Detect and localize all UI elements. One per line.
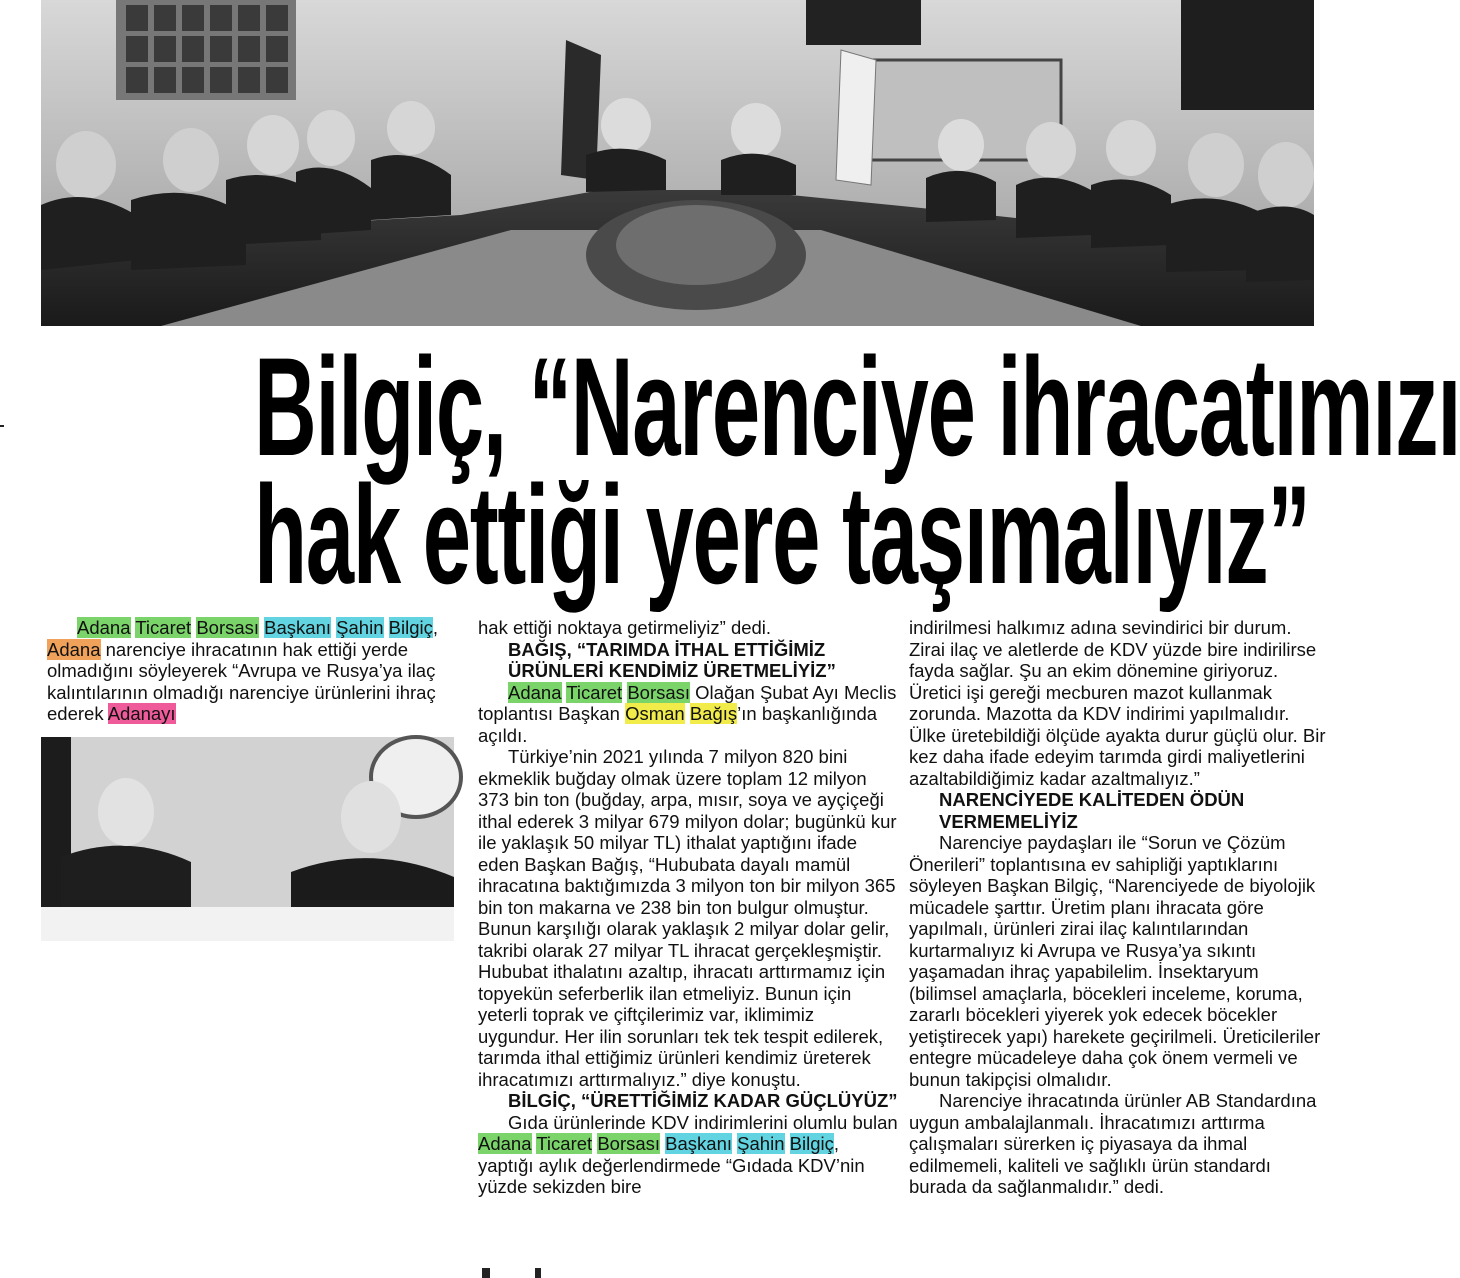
col2-paragraph-1: hak ettiği noktaya getirmeliyiz” dedi. (478, 617, 772, 638)
col2-text: Gıda ürünlerinde KDV indirimlerini olumlu bulan (508, 1111, 898, 1133)
highlight-sahin: Şahin (737, 1133, 785, 1154)
highlight-adanayi: Adanayı (107, 703, 176, 724)
officials-photo (41, 737, 454, 941)
highlight-adana: Adana (77, 617, 131, 638)
margin-tick (0, 425, 4, 427)
highlight-adana-location: Adana (47, 638, 101, 660)
highlight-ticaret: Ticaret (536, 1133, 593, 1154)
col2-paragraph-3: Türkiye’nin 2021 yılında 7 milyon 820 bini ekmeklik buğday olmak üzere toplam 12 milyon 373 bin ton (buğday, arpa, mısır, soya ve ayçiçeği ithal ederek 3 milyar 679 milyon dolar; bugünkü kur ile yaklaşık 50 milyar TL) ithalat yaptığını ifade eden Başkan Bağış, “Hububata dayalı mamül ihracatına baktığımızda 3 milyon ton bir milyon 365 bin ton makarna ve 238 bin ton bulgur olmuştur. Bunun karşılığı olarak yaklaşık 2 milyar dolar gelir, takribi olarak 27 milyar TL ihracat gerçekleşmiştir. Hububat ithalatını azaltıp, ihracatı arttırmamız için topyekün seferberlik ilan etmeliyiz. Bunun için yeterli toprak ve çiftçilerimiz var, iklimimiz uygundur. Her ilin sorunları tek tek tespit edilerek, tarımda ithal ettiğimiz ürünleri kendimiz üreterek ihracatımızı arttırmalıyız.” diye konuştu. (478, 746, 897, 1090)
column-1 (47, 617, 447, 725)
col1-text: narenciye ihracatının hak ettiği yerde olmadığını söyleyerek “Avrupa ve Rusya’ya ilaç kalıntılarının olmadığı narenciye ürünlerini ihraç ederek (47, 638, 436, 724)
highlight-sahin: Şahin (336, 617, 384, 638)
highlight-ticaret: Ticaret (566, 681, 623, 703)
highlight-ticaret: Ticaret (135, 617, 192, 638)
highlight-borsasi: Borsası (597, 1133, 661, 1154)
meeting-photo (41, 0, 1314, 326)
subheading-bilgic: BİLGİÇ, “ÜRETTİĞİMİZ KADAR GÜÇLÜYÜZ” (508, 1090, 898, 1111)
headline-line-2: hak ettiği yere taşımalıyız” (254, 456, 1310, 613)
highlight-adana: Adana (508, 681, 562, 703)
col3-paragraph-3: Narenciye ihracatında ürünler AB Standardına uygun ambalajlanmalı. İhracatımızı arttırma çalışmaları sürerken iç piyasaya da ihmal edilmemeli, kaliteli ve sağlıklı ürün standardı burada da sağlanmalıdır.” dedi. (909, 1090, 1317, 1197)
col2-text: Olağan Şubat Ayı Meclis toplantısı Başkan (478, 681, 897, 724)
highlight-bilgic: Bilgiç (388, 617, 433, 638)
column-3 (909, 617, 1329, 1198)
highlight-adana: Adana (478, 1133, 532, 1154)
highlight-borsasi: Borsası (196, 617, 260, 638)
col2-text: ’ın başkanlığında açıldı. (478, 703, 878, 746)
subheading-bagis: BAĞIŞ, “TARIMDA İTHAL ETTİĞİMİZ ÜRÜNLERİ KENDİMİZ ÜRETMELİYİZ” (508, 638, 836, 681)
highlight-osman: Osman (625, 703, 685, 724)
next-article-cropped (480, 1266, 1300, 1278)
cropped-glyph (482, 1268, 490, 1278)
meeting-photo-illustration (41, 0, 1314, 326)
column-2 (478, 617, 898, 1198)
text-comma: , (432, 617, 438, 638)
headline-line-1: Bilgiç, “Narenciye ihracatımızı (254, 328, 1460, 485)
officials-photo-illustration (41, 737, 454, 941)
highlight-bagis: Bağış (689, 703, 738, 724)
col3-paragraph-1: indirilmesi halkımız adına sevindirici bir durum. Zirai ilaç ve aletlerde de KDV yüzde bire indirilirse fayda sağlar. Şu an ekim dönemine giriyoruz. Üretici işi gereği mecburen mazot kullanmak zorunda. Mazotta da KDV indirimi yapılmalıdır. Ülke üretebildiği ölçüde ayakta durur güçlü olur. Bir kez daha ifade edeyim tarımda girdi maliyetlerini azaltabildiğimiz kadar azaltmalıyız.” (909, 617, 1326, 789)
subheading-narenciye: NARENCİYEDE KALİTEDEN ÖDÜN VERMEMELİYİZ (939, 789, 1245, 832)
text-space (785, 1133, 790, 1154)
highlight-bilgic: Bilgiç (789, 1133, 834, 1154)
col3-paragraph-2: Narenciye paydaşları ile “Sorun ve Çözüm Önerileri” toplantısına ev sahipliği yaptıklarını söyleyen Başkan Bilgiç, “Narenciyede de biyolojik mücadele şarttır. Üretim planı ihracata göre yapılmalı, ürünleri zirai ilaç kalıntılarından kurtarmalıyız ki Avrupa ve Rusya’ya sıkıntı yaşamadan ihraç yapabilelim. İnsektaryum (bilimsel amaçlarla, böcekleri inceleme, koruma, zararlı böcekleri yiyerek yok edecek böcekler yetiştirecek yapı) harekete geçirilmeli. Üreticileriler entegre mücadeleye daha çok önem vermeli ve bunun takipçisi olmalıdır. (909, 832, 1321, 1090)
col2-paragraph-2 (478, 682, 898, 747)
highlight-baskani: Başkanı (264, 617, 332, 638)
col2-paragraph-4 (478, 1112, 898, 1198)
col1-paragraph-1 (47, 617, 447, 725)
text-space (384, 617, 389, 638)
highlight-borsasi: Borsası (627, 681, 691, 703)
cropped-glyph (535, 1268, 541, 1278)
highlight-baskani: Başkanı (665, 1133, 733, 1154)
col2-text: , yaptığı aylık değerlendirmede “Gıdada KDV’nin yüzde sekizden bire (478, 1133, 865, 1197)
